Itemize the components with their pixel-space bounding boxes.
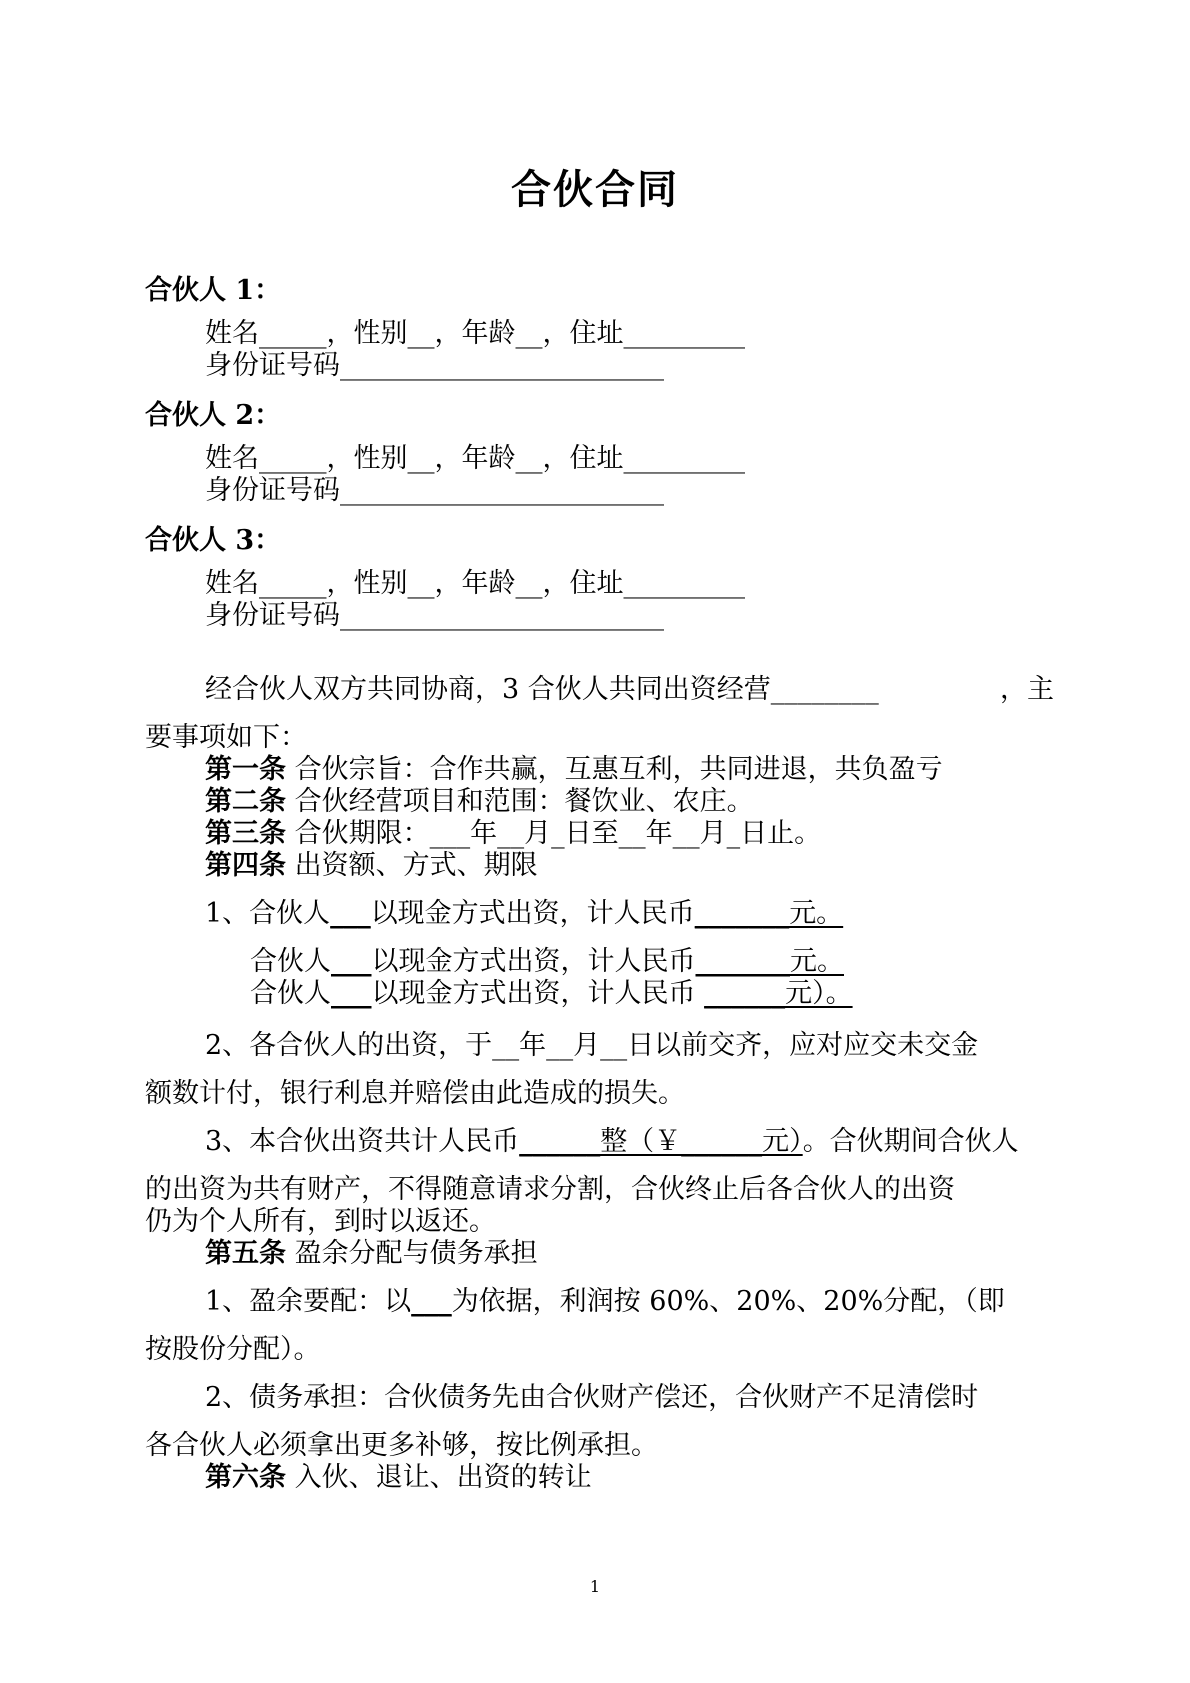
document-title: 合伙合同 [511, 166, 679, 213]
contribution-3 [250, 978, 853, 1010]
partner-2-heading: 合伙人 2： [145, 400, 282, 431]
contribution-2-mid: 以现金方式出资，计人民币 [371, 946, 696, 977]
partner-1-id: 身份证号码________________________ [205, 350, 664, 381]
article-1-label: 第一条 [205, 754, 286, 785]
contribution-2 [250, 946, 844, 978]
profit-distribution-blank: ___ [411, 1286, 452, 1317]
article-4 [205, 850, 538, 882]
total-contribution-post: 。合伙期间合伙人 [802, 1126, 1019, 1157]
article-6-text: 入伙、退让、出资的转让 [286, 1462, 592, 1493]
contribution-2-pre: 合伙人 [250, 946, 331, 977]
article-4-text: 出资额、方式、期限 [286, 850, 538, 881]
total-contribution-line-2: 的出资为共有财产，不得随意请求分割，合伙终止后各合伙人的出资 [145, 1174, 955, 1205]
intro-line-1: 经合伙人双方共同协商，3 合伙人共同出资经营________ [205, 674, 879, 705]
article-5-text: 盈余分配与债务承担 [286, 1238, 538, 1269]
total-contribution-amount: ______整（￥______元） [519, 1126, 803, 1157]
article-1-text: 合伙宗旨：合作共赢，互惠互利，共同进退，共负盈亏 [286, 754, 943, 785]
profit-distribution-post: 为依据，利润按 60%、20%、20%分配，（即 [451, 1286, 1005, 1317]
partner-3-info: 姓名_____，性别__，年龄__，住址_________ [205, 568, 745, 599]
contribution-3-blank: ___ [331, 978, 372, 1009]
contribution-3-mid: 以现金方式出资，计人民币 [371, 978, 705, 1009]
partner-3-id: 身份证号码________________________ [205, 600, 664, 631]
partner-2-info: 姓名_____，性别__，年龄__，住址_________ [205, 443, 745, 474]
article-2 [205, 786, 754, 818]
contribution-2-blank: ___ [331, 946, 372, 977]
total-contribution-pre: 3、本合伙出资共计人民币 [205, 1126, 520, 1157]
page-number: 1 [589, 1577, 601, 1596]
payment-deadline-line-1: 2、各合伙人的出资，于__年__月__日以前交齐，应对应交未交金 [205, 1030, 979, 1061]
partner-1-heading: 合伙人 1： [145, 275, 282, 306]
contribution-2-amount: _______元。 [695, 946, 844, 977]
total-contribution-line-3: 仍为个人所有，到时以返还。 [145, 1206, 496, 1237]
profit-distribution-line-2: 按股份分配）。 [145, 1334, 321, 1365]
article-1 [205, 754, 943, 786]
contribution-1-amount: _______元。 [694, 898, 844, 929]
contribution-1-blank: ___ [330, 898, 371, 929]
contribution-3-amount: ______元）。 [704, 978, 853, 1009]
contribution-1 [205, 898, 843, 930]
article-5 [205, 1238, 538, 1270]
article-2-text: 合伙经营项目和范围：餐饮业、农庄。 [286, 786, 754, 817]
article-3 [205, 818, 821, 850]
intro-line-2: 要事项如下： [145, 722, 307, 753]
profit-distribution-line-1 [205, 1286, 1005, 1318]
article-6-label: 第六条 [205, 1462, 286, 1493]
debt-line-1: 2、债务承担：合伙债务先由合伙财产偿还，合伙财产不足清偿时 [205, 1382, 979, 1413]
contribution-1-mid: 以现金方式出资，计人民币 [370, 898, 695, 929]
article-3-text: 合伙期限：___年__月_日至__年__月_日止。 [286, 818, 822, 849]
payment-deadline-line-2: 额数计付，银行利息并赔偿由此造成的损失。 [145, 1078, 685, 1109]
contribution-1-pre: 1、合伙人 [205, 898, 331, 929]
contribution-3-pre: 合伙人 [250, 978, 331, 1009]
partner-1-info: 姓名_____，性别__，年龄__，住址_________ [205, 318, 745, 349]
article-6 [205, 1462, 592, 1494]
article-4-label: 第四条 [205, 850, 286, 881]
intro-line-1-end: ，主 [1000, 674, 1054, 705]
article-5-label: 第五条 [205, 1238, 286, 1269]
partner-2-id: 身份证号码________________________ [205, 475, 664, 506]
partner-3-heading: 合伙人 3： [145, 525, 282, 556]
profit-distribution-pre: 1、盈余要配：以 [205, 1286, 412, 1317]
total-contribution-line-1 [205, 1126, 1019, 1158]
debt-line-2: 各合伙人必须拿出更多补够，按比例承担。 [145, 1430, 658, 1461]
article-2-label: 第二条 [205, 786, 286, 817]
article-3-label: 第三条 [205, 818, 286, 849]
